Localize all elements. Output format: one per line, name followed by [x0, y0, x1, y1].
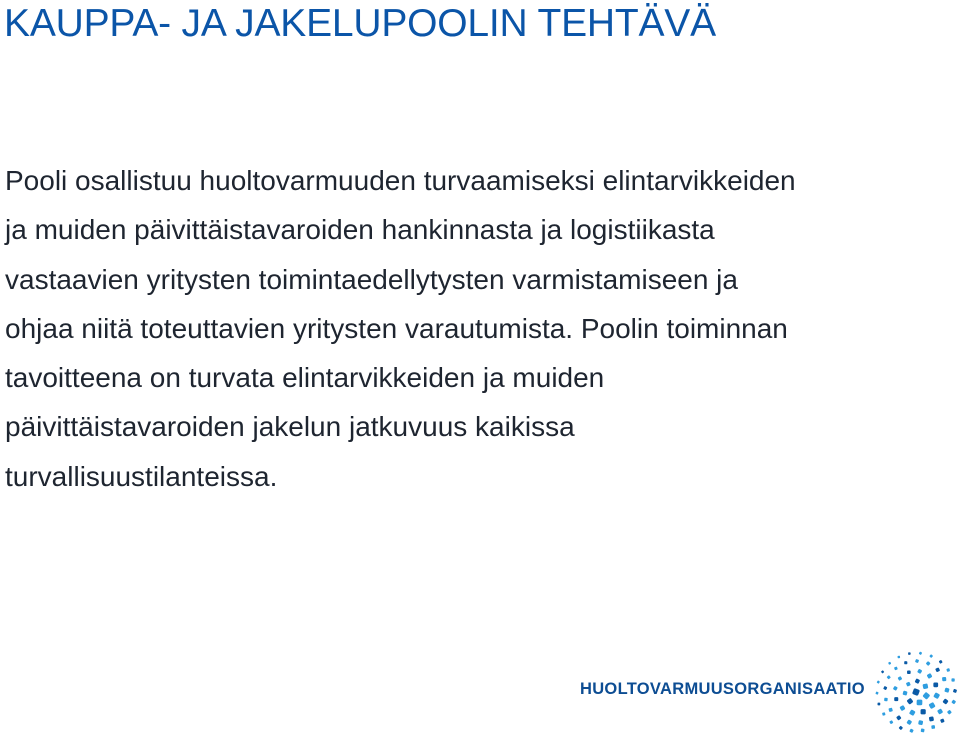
logo-dot [929, 716, 934, 721]
logo-dot [917, 669, 922, 674]
logo-dot [894, 697, 898, 701]
logo-dot [942, 677, 946, 681]
logo-dot [906, 682, 911, 687]
logo-dot [883, 686, 887, 690]
logo-dot [939, 660, 943, 664]
logo-dot [921, 728, 925, 732]
logo-dot [933, 692, 940, 699]
body-line: ohjaa niitä toteuttavien yritysten varautumista. Poolin toiminnan [5, 312, 788, 344]
logo-dot [909, 709, 916, 716]
logo-dot [908, 652, 911, 655]
logo-dot [907, 698, 914, 705]
slide-body-text [5, 156, 955, 501]
logo-dot [922, 692, 930, 700]
logo-dot [875, 691, 878, 694]
logo-dot [888, 708, 893, 713]
logo-dot [947, 710, 952, 715]
body-line: vastaavien yritysten toimintaedellytysten varmistamiseen ja [5, 263, 738, 295]
logo-dot [940, 718, 945, 723]
logo-dot [933, 682, 938, 687]
logo-dot [926, 661, 931, 666]
slide-title: KAUPPA- JA JAKELUPOOLIN TEHTÄVÄ [4, 2, 716, 45]
logo-dot [909, 728, 914, 733]
logo-dot [896, 715, 902, 721]
logo-dot [922, 683, 928, 689]
body-line: turvallisuustilanteissa. [5, 460, 278, 492]
logo-dot [935, 667, 940, 672]
logo-dot [951, 678, 954, 681]
logo-dot [907, 670, 911, 674]
logo-dot [884, 698, 888, 702]
logo-dot [898, 676, 903, 681]
logo-dot [942, 698, 948, 704]
logo-dot [888, 662, 891, 665]
logo-dot [915, 678, 921, 684]
body-line: tavoitteena on turvata elintarvikkeiden ja muiden [5, 362, 605, 394]
logo-dot [881, 670, 884, 673]
logo-dot [921, 709, 926, 714]
body-line: päivittäistavaroiden jakelun jatkuvuus kaikissa [5, 411, 575, 443]
organization-name: HUOLTOVARMUUSORGANISAATIO [580, 680, 865, 698]
logo-dot [877, 703, 880, 706]
logo-dot [897, 656, 900, 659]
logo-dot [887, 675, 891, 679]
logo-dot [919, 652, 923, 656]
logo-dot [899, 705, 905, 711]
logo-dot [912, 688, 920, 696]
organization-brand [578, 650, 960, 734]
logo-dot [927, 673, 933, 679]
logo-dot [937, 708, 943, 714]
logo-dot [928, 702, 935, 709]
logo-dot [902, 691, 907, 696]
body-line: ja muiden päivittäistavaroiden hankinnasta ja logistiikasta [5, 214, 715, 246]
logo-dot [877, 680, 880, 683]
logo-dot [918, 720, 923, 725]
logo-dot [929, 654, 933, 658]
logo-dot [944, 688, 949, 693]
body-line: Pooli osallistuu huoltovarmuuden turvaamiseksi elintarvikkeiden [5, 165, 796, 196]
logo-dot [894, 666, 898, 670]
logo-dot [899, 726, 904, 731]
logo-dot [931, 725, 935, 729]
logo-dot [917, 700, 923, 706]
logo-dot [882, 712, 886, 716]
logo-dot [904, 661, 907, 664]
logo-dot [889, 720, 893, 724]
logo-dot [953, 689, 957, 693]
logo-dot [906, 719, 912, 725]
logo-dot [893, 686, 898, 691]
logo-dot [915, 659, 919, 663]
logo-dot [951, 699, 956, 704]
globe-dots-icon [874, 650, 958, 734]
logo-dot [946, 668, 950, 672]
